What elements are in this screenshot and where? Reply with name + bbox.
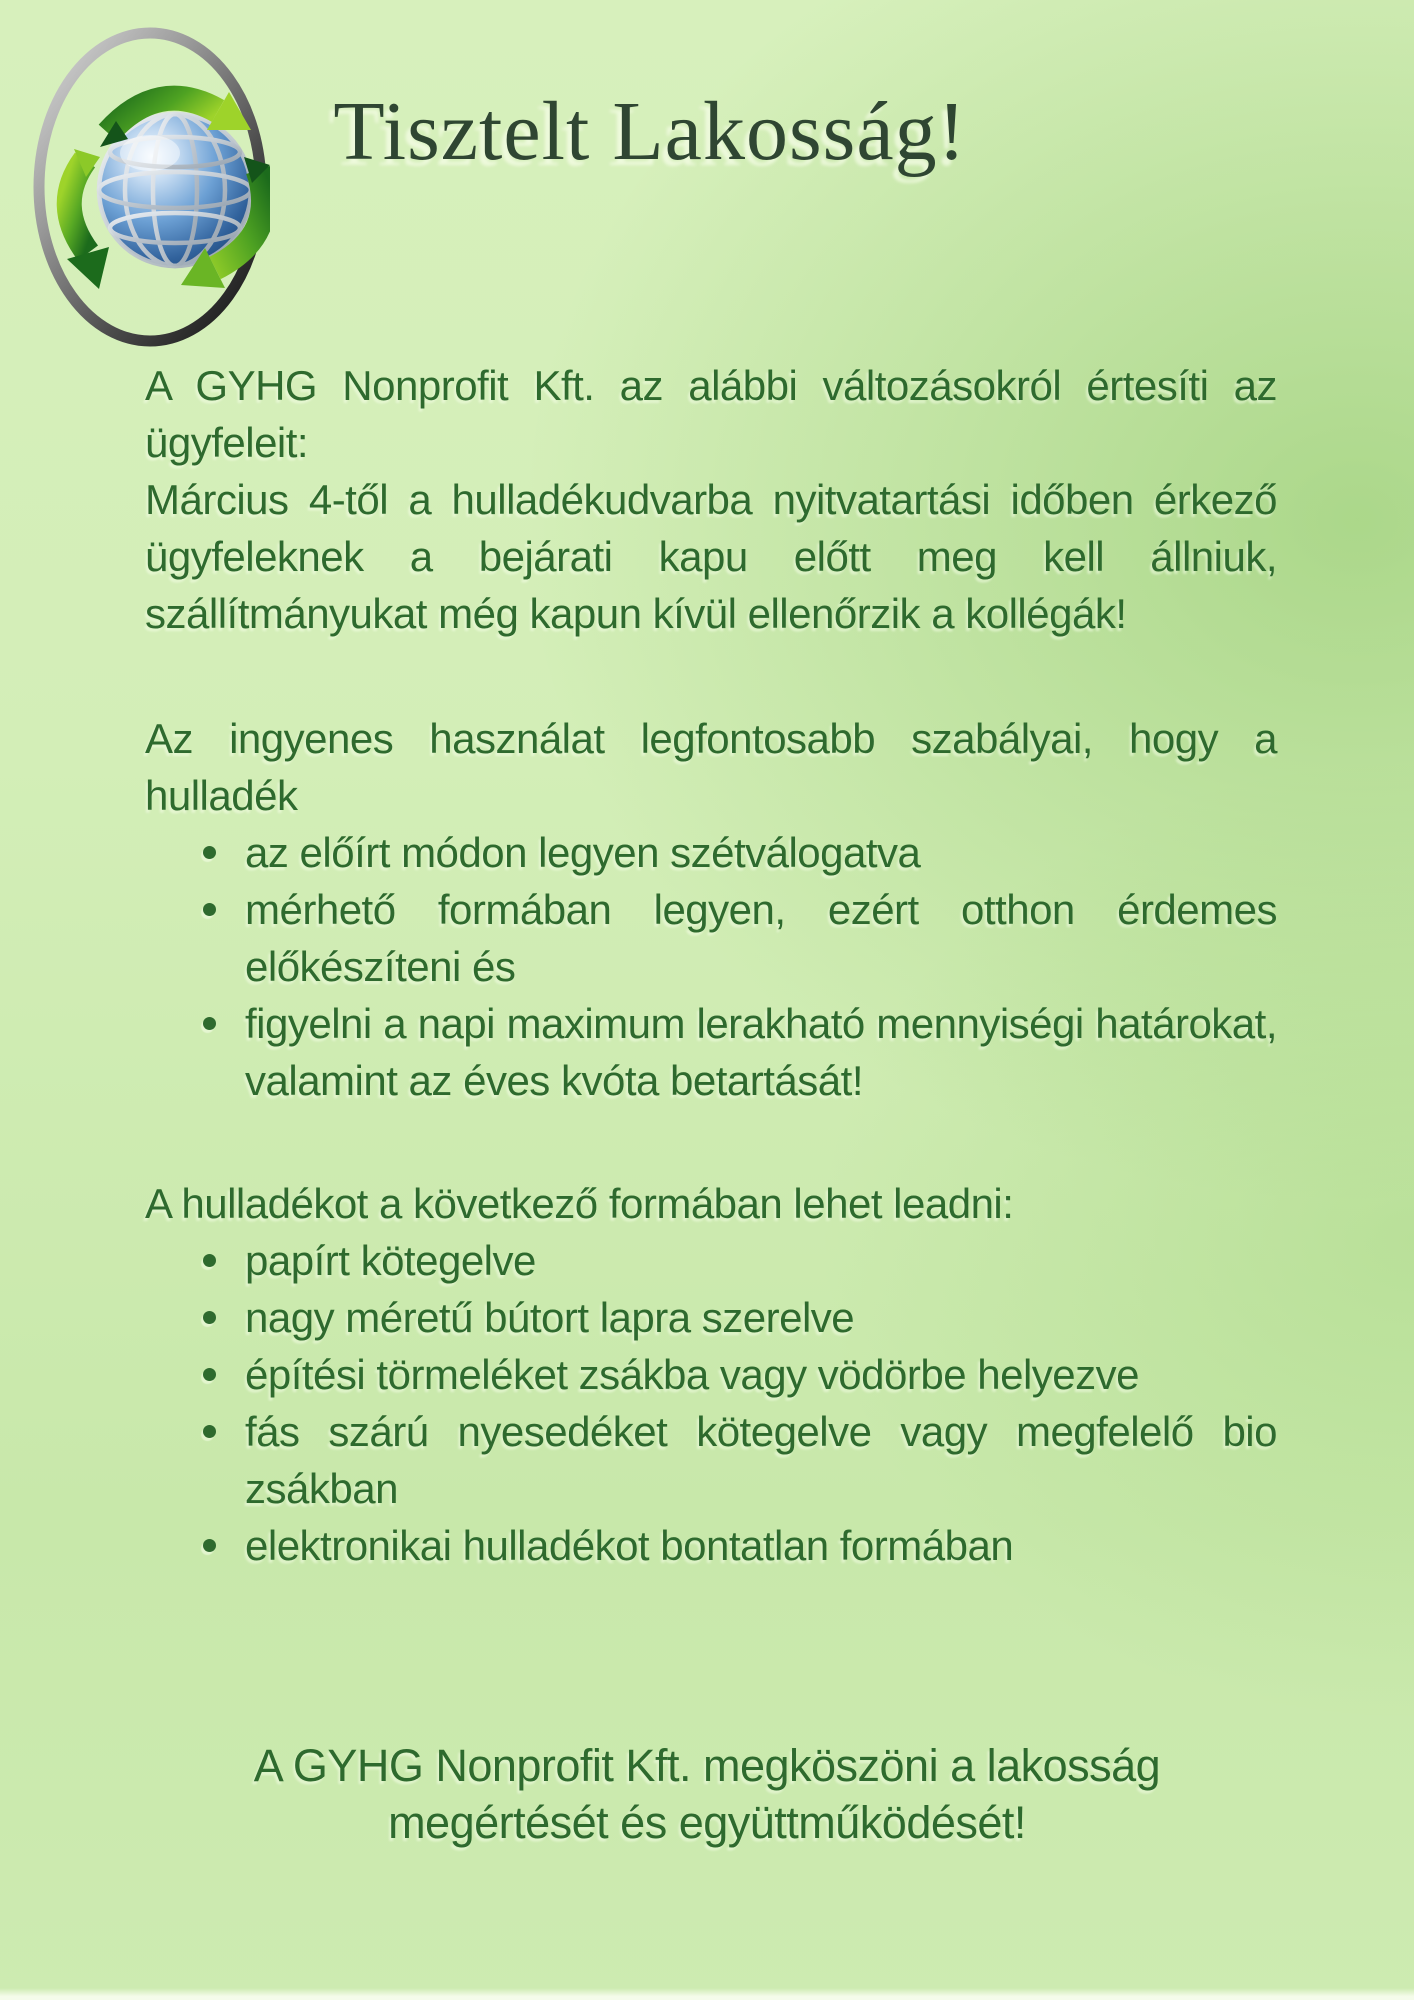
list-item: papírt kötegelve bbox=[245, 1232, 1277, 1289]
page-bottom-edge bbox=[0, 1988, 1414, 2000]
list-item: nagy méretű bútort lapra szerelve bbox=[245, 1289, 1277, 1346]
list-item: figyelni a napi maximum lerakható mennyiségi határokat, valamint az éves kvóta betartását! bbox=[245, 995, 1277, 1109]
closing-message-text: A GYHG Nonprofit Kft. megköszöni a lakosság megértését és együttműködését! bbox=[253, 1740, 1161, 1848]
gate-rule-paragraph: Március 4-től a hulladékudvarba nyitvatartási időben érkező ügyfeleknek a bejárati kapu előtt meg kell állniuk, szállítmányukat még kapun kívül ellenőrzik a kollégák! bbox=[145, 476, 1277, 637]
list-item: mérhető formában legyen, ezért otthon érdemes előkészíteni és bbox=[245, 881, 1277, 995]
page-title: Tisztelt Lakosság! bbox=[333, 85, 967, 178]
dropoff-heading: A hulladékot a következő formában lehet leadni: bbox=[145, 1180, 1014, 1227]
rules-list bbox=[145, 824, 1277, 1109]
rules-heading: Az ingyenes használat legfontosabb szabályai, hogy a hulladék bbox=[145, 715, 1277, 819]
intro-paragraph: A GYHG Nonprofit Kft. az alábbi változásokról értesíti az ügyfeleit: bbox=[145, 362, 1277, 466]
list-item: építési törmeléket zsákba vagy vödörbe helyezve bbox=[245, 1346, 1277, 1403]
list-item: fás szárú nyesedéket kötegelve vagy megfelelő bio zsákban bbox=[245, 1403, 1277, 1517]
list-item: elektronikai hulladékot bontatlan formában bbox=[245, 1517, 1277, 1574]
list-item: az előírt módon legyen szétválogatva bbox=[245, 824, 1277, 881]
closing-message bbox=[0, 1737, 1414, 1851]
dropoff-list bbox=[145, 1232, 1277, 1574]
flyer-body bbox=[145, 0, 1277, 1574]
